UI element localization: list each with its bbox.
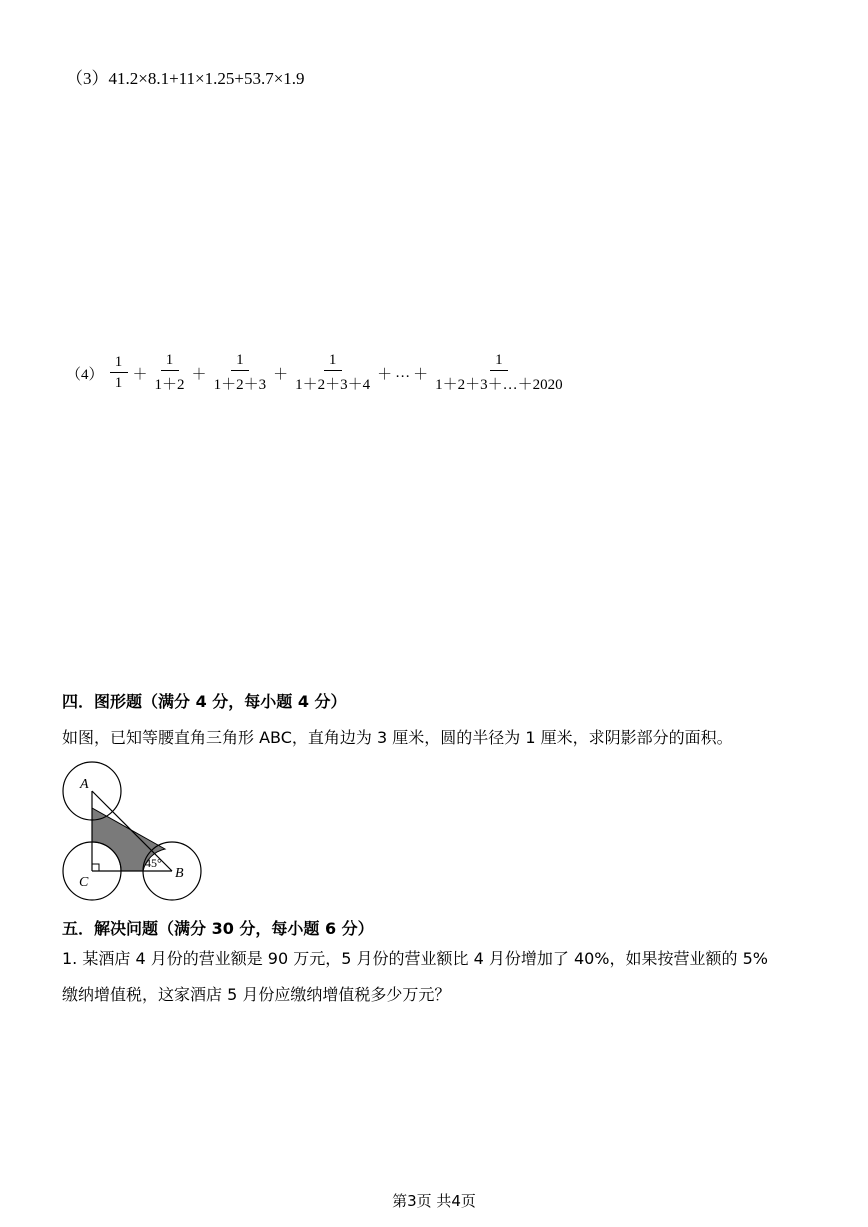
section-4-problem: 如图，已知等腰直角三角形 ABC，直角边为 3 厘米，圆的半径为 1 厘米，求阴影部分的面积。 <box>62 728 733 747</box>
section-4-heading: 四．图形题（满分 4 分，每小题 4 分） <box>62 692 347 711</box>
right-angle-mark <box>92 864 99 871</box>
plus-sign: ＋ <box>413 366 429 383</box>
fraction-denominator: 1 <box>114 375 123 391</box>
ellipsis: … <box>395 364 411 381</box>
plus-sign: ＋ <box>191 366 207 383</box>
plus-sign: ＋ <box>132 366 148 383</box>
triangle-circles-diagram <box>55 760 215 910</box>
fraction-term-last <box>433 352 565 394</box>
section-5-heading: 五．解决问题（满分 30 分，每小题 6 分） <box>62 919 374 938</box>
fraction-numerator: 1 <box>231 352 249 371</box>
fraction-term-4 <box>293 352 372 394</box>
fraction-numerator: 1 <box>110 354 128 373</box>
fraction-denominator: 1＋2＋3＋…＋2020 <box>435 377 563 393</box>
question-3 <box>66 64 305 89</box>
question-4 <box>66 352 567 394</box>
label-c: C <box>79 875 89 890</box>
label-b: B <box>175 866 184 881</box>
plus-sign: ＋ <box>377 366 393 383</box>
fraction-term-3 <box>212 352 269 394</box>
page-number: 第3页 共4页 <box>392 1192 476 1210</box>
section-5-problem-1-line-2: 缴纳增值税，这家酒店 5 月份应缴纳增值税多少万元？ <box>62 985 451 1004</box>
fraction-term-2 <box>153 352 187 394</box>
fraction-denominator: 1＋2＋3＋4 <box>295 377 371 393</box>
plus-sign: ＋ <box>273 366 289 383</box>
fraction-numerator: 1 <box>324 352 342 371</box>
fraction-numerator: 1 <box>161 352 179 371</box>
section-5-problem-1-line-1: 1. 某酒店 4 月份的营业额是 90 万元，5 月份的营业额比 4 月份增加了 40%，如果按营业额的 5% <box>62 949 768 968</box>
angle-label: 45° <box>145 856 162 870</box>
question-3-label: （3） <box>66 69 109 88</box>
fraction-denominator: 1＋2 <box>154 377 185 393</box>
fraction-numerator: 1 <box>490 352 508 371</box>
label-a: A <box>80 777 89 792</box>
question-3-expression: 41.2×8.1+11×1.25+53.7×1.9 <box>108 69 305 88</box>
fraction-term-1 <box>110 354 128 392</box>
fraction-denominator: 1＋2＋3 <box>213 377 267 393</box>
geometry-figure <box>55 760 215 915</box>
question-4-label: （4） <box>66 366 104 383</box>
